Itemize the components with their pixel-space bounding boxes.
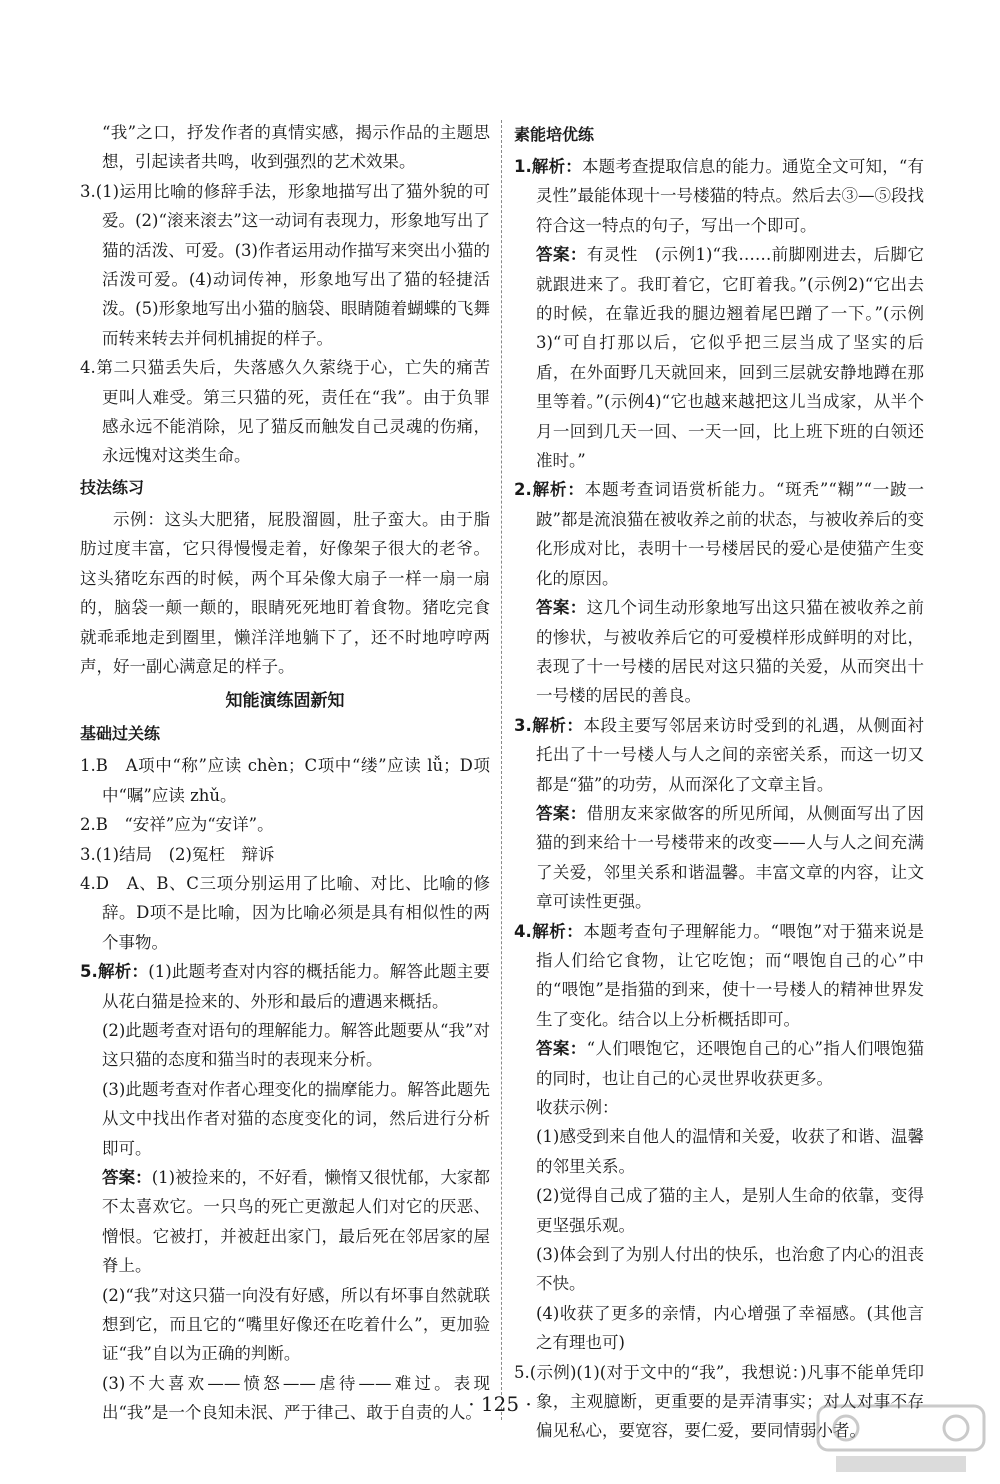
analysis-part-2: (2)此题考查对语句的理解能力。解答此题要从“我”对这只猫的态度和猫当时的表现来分析。 [102,1020,490,1070]
left-column [80,118,490,1428]
basic-answer-1: 1.B A项中“称”应读 chèn；C项中“缕”应读 lǚ；D项中“嘱”应读 zhǔ。 [80,756,490,805]
answer-block-5-3: (3)不大喜欢——愤怒——虐待——难过。表现出“我”是一个良知未泯、严于律己、敢于自责的人。 [102,1373,490,1423]
answer-block-5-2: (2)“我”对这只猫一向没有好感，所以有坏事自然就联想到它，而且它的“嘴里好像还在吃着什么”，更加验证“我”自以为正确的判断。 [102,1285,490,1364]
analysis-label: 5.解析： [80,962,149,982]
answer-3: 3.(1)运用比喻的修辞手法，形象地描写出了猫外貌的可爱。(2)“滚来滚去”这一动词有表现力，形象地写出了猫的活泼、可爱。(3)作者运用动作描写来突出小猫的活泼可爱。(4)动词传神，形象地写出了猫的轻捷活泼。(5)形象地写出小猫的脑袋、眼睛随着蝴蝶的飞舞而转来转去并伺机捕捉的样子。 [80,181,490,348]
answer-text: 借朋友来家做客的所见所闻，从侧面写出了因猫的到来给十一号楼带来的改变——人与人之间充满了关爱，邻里关系和谐温馨。丰富文章的内容，让文章可读性更强。 [536,803,925,912]
answer-block-4 [514,1034,924,1093]
basic-answer-2: 2.B “安祥”应为“安详”。 [80,815,274,835]
harvest-example-1: (1)感受到来自他人的温情和关爱，收获了和谐、温馨的邻里关系。 [536,1127,924,1176]
harvest-example-title: 收获示例： [536,1098,619,1117]
answer-block-3 [514,799,924,917]
example-paragraph: 示例：这头大肥猪，屁股溜圆，肚子蛮大。由于脂肪过度丰富，它只得慢慢走着，好像架子很大的老爷。这头猪吃东西的时候，两个耳朵像大扇子一样一扇一扇的，脑袋一颠一颠的，眼睛死死地盯着食物。猪吃完食就乖乖地走到圈里，懒洋洋地躺下了，还不时地哼哼两声，好一副心满意足的样子。 [80,509,490,676]
harvest-example-3: (3)体会到了为别人付出的快乐，也治愈了内心的沮丧不快。 [536,1245,924,1294]
answer-text: 有灵性 (示例1)“我……前脚刚进去，后脚它就跟进来了。我盯着它，它盯着我。”(示例2)“它出去的时候，在靠近我的腿边翘着尾巴蹭了一下。”(示例3)“可自打那以后，它似乎把三层当成了坚实的后盾，在外面野几天就回来，回到三层就安静地蹲在那里等着。”(示例4)“它也越来越把这儿当成家，从半个月一回到几天一回、一天一回，比上班下班的白领还准时。” [536,245,925,471]
analysis-text: 本题考查词语赏析能力。“斑秃”“糊”“一跛一跛”都是流浪猫在被收养之前的状态，与被收养后的变化形成对比，表明十一号楼居民的爱心是使猫产生变化的原因。 [536,480,924,588]
section-heading-suneng: 素能培优练 [514,125,595,144]
advanced-answer-3 [514,711,924,799]
answer-text: (1)被捡来的，不好看，懒惰又很忧郁，大家都不太喜欢它。一只鸟的死亡更激起人们对它的厌恶、憎恨。它被打，并被赶出家门，最后死在邻居家的屋脊上。 [102,1168,491,1276]
advanced-answer-4 [514,917,924,1035]
harvest-example-2: (2)觉得自己成了猫的主人，是别人生命的依靠，变得更坚强乐观。 [536,1186,924,1235]
advanced-answer-5: 5.(示例)(1)(对于文中的“我”，我想说：)凡事不能单凭印象，主观臆断，更重要的是弄清事实；对人对事不存偏见私心，要宽容，要仁爱，要同情弱小者。 [514,1362,924,1441]
answer-text: 这几个词生动形象地写出这只猫在被收养之前的惨状，与被收养后它的可爱模样形成鲜明的对比，表现了十一号楼的居民对这只猫的关爱，从而突出十一号楼的居民的善良。 [536,598,925,706]
advanced-answer-1 [514,152,924,240]
analysis-label: 1.解析： [514,157,582,176]
advanced-answer-2 [514,475,924,593]
answer-label: 答案： [102,1168,152,1187]
answer-4: 4.第二只猫丢失后，失落感久久萦绕于心，亡失的痛苦更叫人难受。第三只猫的死，责任在“我”。由于负罪感永远不能消除，见了猫反而触发自己灵魂的伤痛，永远愧对这类生命。 [80,358,490,466]
analysis-text-a: (1)此题考查对内容的概括能力。解答此题主要从花白猫是捡来的、外形和最后的遭遇来概括。 [102,962,491,1011]
analysis-label: 3.解析： [514,715,584,735]
section-heading-jichu: 基础过关练 [80,724,161,744]
paragraph-continued: “我”之口，抒发作者的真情实感，揭示作品的主题思想，引起读者共鸣，收到强烈的艺术效果。 [102,123,490,172]
answer-label: 答案： [536,1039,587,1059]
analysis-text: 本段主要写邻居来访时受到的礼遇，从侧面衬托出了十一号楼人与人之间的亲密关系，而这一切又都是“猫”的功劳，从而深化了文章主旨。 [536,715,925,794]
answer-label: 答案： [536,598,587,618]
watermark-logo [816,1404,986,1476]
answer-block-2 [514,593,924,711]
answer-label: 答案： [536,245,587,265]
answer-block-1 [514,240,924,475]
right-column [514,118,924,1446]
section-heading-jifa: 技法练习 [80,477,145,497]
analysis-part-3: (3)此题考查对作者心理变化的揣摩能力。解答此题先从文中找出作者对猫的态度变化的词，然后进行分析即可。 [102,1079,490,1158]
answer-label: 答案： [536,803,587,823]
page-number: · 125 · [468,1392,532,1416]
analysis-text: 本题考查提取信息的能力。通览全文可知，“有灵性”最能体现十一号楼猫的特点。然后去③—⑤段找符合这一特点的句子，写出一个即可。 [536,157,924,235]
analysis-text: 本题考查句子理解能力。“喂饱”对于猫来说是指人们给它食物，让它吃饱；而“喂饱自己的心”中的“喂饱”是指猫的到来，使十一号楼人的精神世界发生了变化。结合以上分析概括即可。 [536,921,924,1029]
section-title-center: 知能演练固新知 [225,691,345,712]
basic-answer-4: 4.D A、B、C三项分别运用了比喻、对比、比喻的修辞。D项不是比喻，因为比喻必须是具有相似性的两个事物。 [80,873,490,952]
answer-text: “人们喂饱它，还喂饱自己的心”指人们喂饱猫的同时，也让自己的心灵世界收获更多。 [536,1039,924,1088]
harvest-example-4: (4)收获了更多的亲情，内心增强了幸福感。(其他言之有理也可) [536,1303,924,1353]
basic-answer-3: 3.(1)结局 (2)冤枉 辩诉 [80,844,275,864]
analysis-label: 2.解析： [514,480,585,500]
column-divider [501,120,502,1420]
answer-block-5-1 [80,1163,490,1281]
basic-answer-5 [80,957,490,1016]
analysis-label: 4.解析： [514,921,584,941]
